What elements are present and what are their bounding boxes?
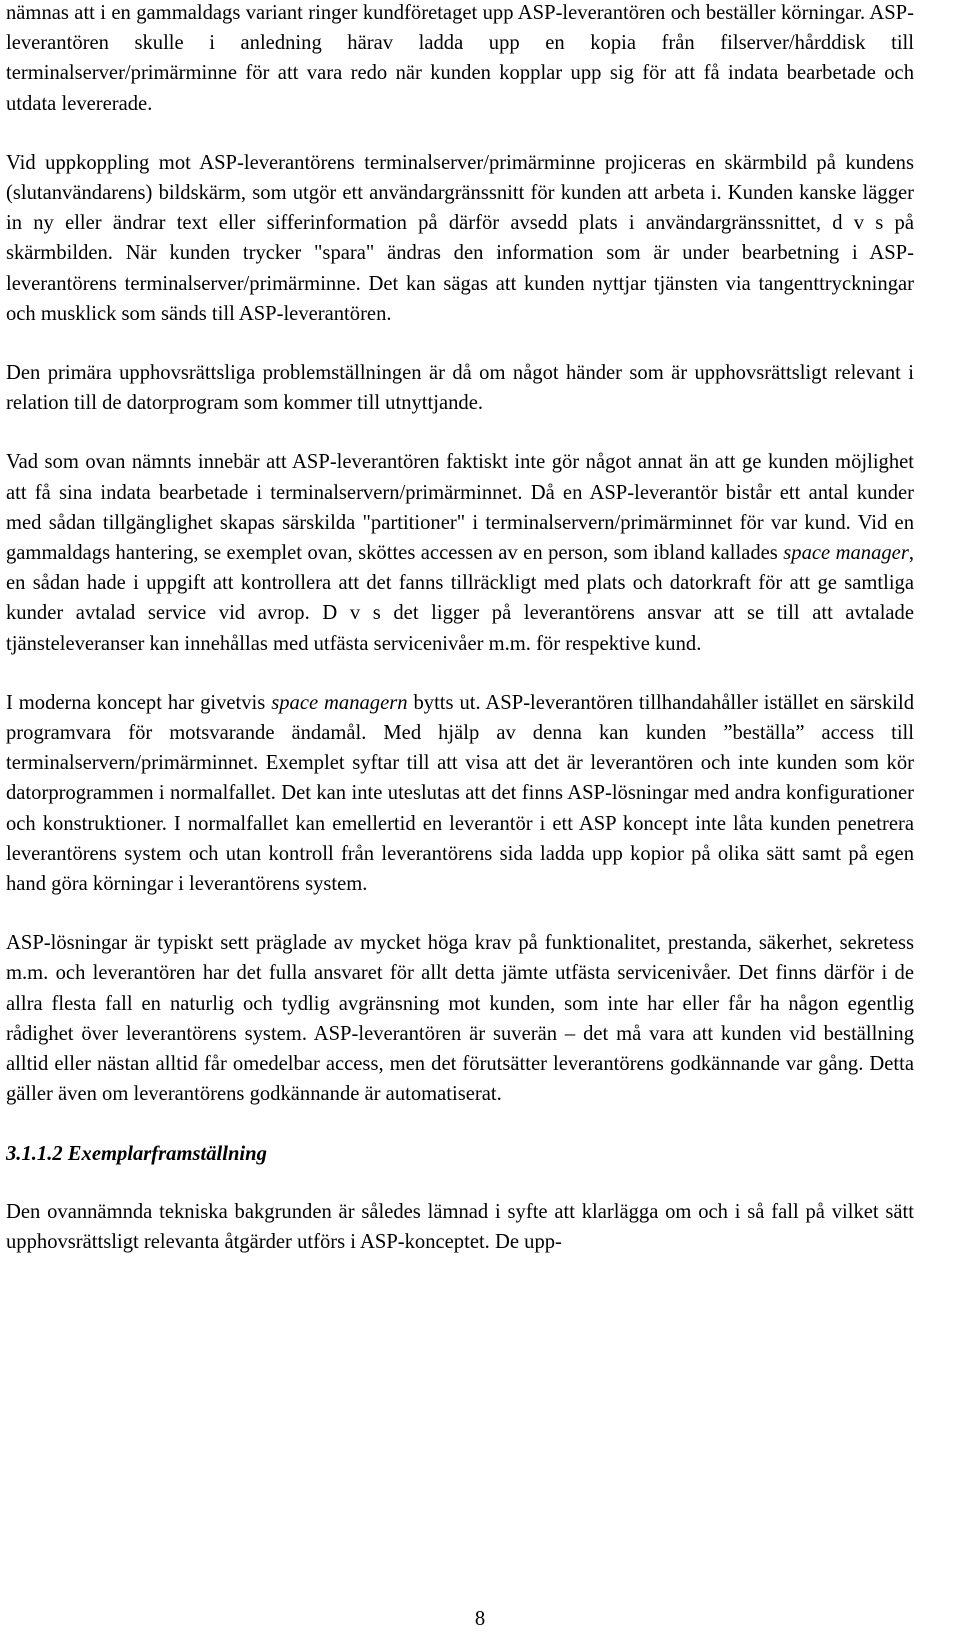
paragraph-5-text-a: I moderna koncept har givetvis <box>6 691 272 714</box>
paragraph-2: Vid uppkoppling mot ASP-leverantörens terminalserver/primärminne projiceras en skärmbild på kundens (slutanvändarens) bildskärm, som utgör ett användargränssnitt för kunden att arbeta i. Kunden kanske lägger in ny eller ändrar text eller sifferinformation på därför avsedd plats i användargränssnittet, d v s på skärmbilden. När kunden trycker "spara" ändras den information som är under bearbetning i ASP-leverantörens terminalserver/primärminne. Det kan sägas att kunden nyttjar tjänsten via tangenttryckningar och musklick som sänds till ASP-leverantören. <box>6 151 914 325</box>
paragraph-6: ASP-lösningar är typiskt sett präglade av mycket höga krav på funktionalitet, prestanda, säkerhet, sekretess m.m. och leverantören har det fulla ansvaret för allt detta jämte utfästa servicenivåer. Det finns därför i de allra flesta fall en naturlig och tydlig avgränsning mot kunden, som inte har eller får ha någon egentlig rådighet över leverantörens system. ASP-leverantören är suverän – det må vara att kunden vid beställning alltid eller nästan alltid får omedelbar access, men det förutsätter leverantörens godkännande var gång. Detta gäller även om leverantörens godkännande är automatiserat. <box>6 932 914 1106</box>
page-number: 8 <box>474 1608 486 1630</box>
paragraph-3: Den primära upphovsrättsliga problemställningen är då om något händer som är upphovsrättsligt relevant i relation till de datorprogram som kommer till utnyttjande. <box>6 362 914 415</box>
paragraph-5 <box>6 688 914 899</box>
paragraph-4-text-b: , en sådan hade i uppgift att kontrollera att det fanns tillräckligt med plats och datorkraft för att ge samtliga kunder avtalad service vid avrop. D v s det ligger på leverantörens ansvar att se till att avtalade tjänsteleveranser kan innehållas med utfästa servicenivåer m.m. för respektive kund. <box>6 542 914 655</box>
paragraph-5-italic-term: space managern <box>271 691 408 714</box>
paragraph-1: nämnas att i en gammaldags variant ringer kundföretaget upp ASP-leverantören och beställer körningar. ASP-leverantören skulle i anledning härav ladda upp en kopia från filserver/hårddisk till terminalserver/primärminne för att vara redo när kunden kopplar upp sig för att få indata bearbetade och utdata levererade. <box>6 2 914 115</box>
paragraph-5-text-b: bytts ut. ASP-leverantören tillhandahåller istället en särskild programvara för motsvarande ändamål. Med hjälp av denna kan kunden ”beställa” access till terminalservern/primärminnet. Exemplet syftar till att visa att det är leverantören och inte kunden som kör datorprogrammen i normalfallet. Det kan inte uteslutas att det finns ASP-lösningar med andra konfigurationer och konstruktioner. I normalfallet kan emellertid en leverantör i ett ASP koncept inte låta kunden penetrera leverantörens system och utan kontroll från leverantörens sida ladda upp kopior på olika sätt samt på egen hand göra körningar i leverantörens system. <box>6 691 914 896</box>
paragraph-4-italic-term: space manager <box>783 542 909 565</box>
document-page <box>6 0 914 1286</box>
paragraph-4-text-a: Vad som ovan nämnts innebär att ASP-leverantören faktiskt inte gör något annat än att ge kunden möjlighet att få sina indata bearbetade i terminalservern/primärminnet. Då en ASP-leverantör bistår ett antal kunder med sådan tillgänglighet skapas särskilda "partitioner" i terminalservern/primärminnet för var kund. Vid en gammaldags hantering, se exemplet ovan, sköttes accessen av en person, som ibland kallades <box>6 451 914 565</box>
final-paragraph: Den ovannämnda tekniska bakgrunden är således lämnad i syfte att klarlägga om och i så fall på vilket sätt upphovsrättsligt relevanta åtgärder utförs i ASP-konceptet. De upp- <box>6 1200 914 1253</box>
section-heading: 3.1.1.2 Exemplarframställning <box>6 1142 267 1165</box>
paragraph-4 <box>6 447 914 658</box>
